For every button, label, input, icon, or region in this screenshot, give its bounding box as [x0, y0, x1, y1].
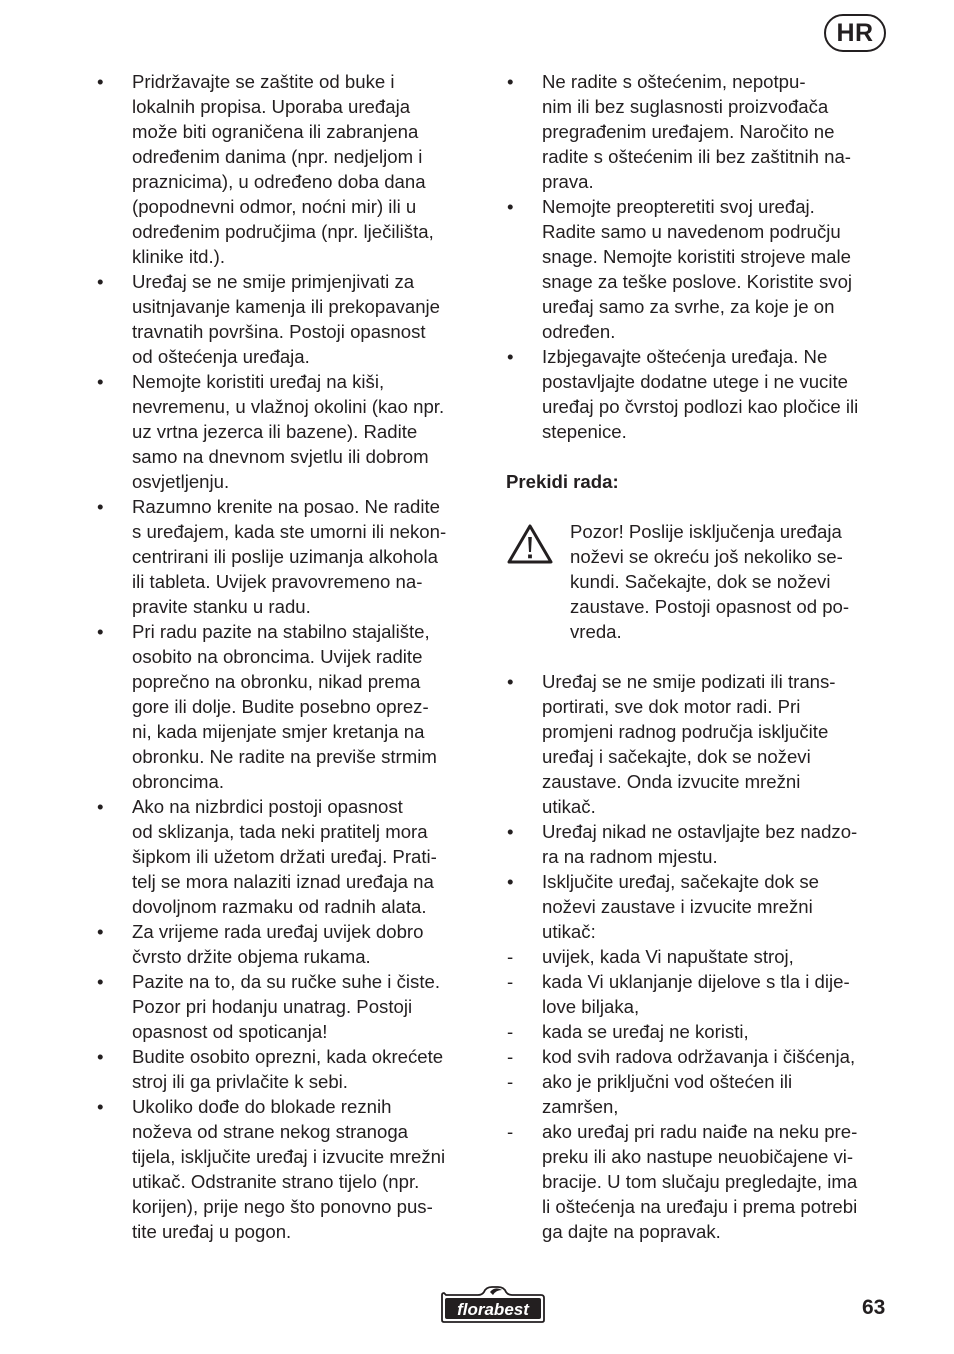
bullet-marker: • — [507, 821, 514, 842]
text-line: lokalnih propisa. Uporaba uređaja — [132, 96, 411, 117]
bullet-marker: • — [507, 871, 514, 892]
warning-note — [500, 519, 895, 644]
text-line: postavljajte dodatne utege i ne vucite — [542, 371, 848, 392]
text-line: utikač. — [542, 796, 596, 817]
dash-list-item — [500, 1069, 895, 1119]
text-line: s uređajem, kada ste umorni ili nekon- — [132, 521, 447, 542]
text-line: Uređaj se ne smije podizati ili trans- — [542, 671, 836, 692]
bullet-marker: • — [507, 71, 514, 92]
text-line: Pridržavajte se zaštite od buke i — [132, 71, 395, 92]
bullet-marker: • — [97, 371, 104, 392]
text-line: dovoljnom razmaku od radnih alata. — [132, 896, 427, 917]
warning-text-line: kundi. Sačekajte, dok se noževi — [570, 571, 831, 592]
text-line: (popodnevni odmor, noćni mir) ili u — [132, 196, 417, 217]
right-column — [500, 69, 895, 1244]
text-line: uz vrtna jezerca ili bazene). Radite — [132, 421, 418, 442]
bullet-list-item — [500, 69, 895, 194]
text-line: ra na radnom mjestu. — [542, 846, 718, 867]
bullet-list-item — [500, 669, 895, 819]
bullet-list-item — [90, 1094, 482, 1244]
text-line: Uređaj nikad ne ostavljajte bez nadzo- — [542, 821, 858, 842]
text-line: love biljaka, — [542, 996, 640, 1017]
text-line: Ako na nizbrdici postoji opasnost — [132, 796, 403, 817]
dash-list-item — [500, 944, 895, 969]
text-line: utikač. Odstranite strano tijelo (npr. — [132, 1171, 420, 1192]
text-line: Izbjegavajte oštećenja uređaja. Ne — [542, 346, 828, 367]
spacer — [500, 644, 895, 669]
bullet-marker: • — [97, 921, 104, 942]
warning-text-line: zaustave. Postoji opasnost od po- — [570, 596, 850, 617]
text-line: usitnjavanje kamenja ili prekopavanje — [132, 296, 441, 317]
text-line: nim ili bez suglasnosti proizvođača — [542, 96, 829, 117]
text-line: Nemojte preopteretiti svoj uređaj. — [542, 196, 815, 217]
bullet-marker: • — [97, 971, 104, 992]
text-line: samo na dnevnom svjetlu ili dobrom — [132, 446, 429, 467]
dash-marker: - — [507, 1121, 514, 1142]
right-bottom-list — [500, 669, 895, 1244]
text-line: Za vrijeme rada uređaj uvijek dobro — [132, 921, 424, 942]
text-line: Pazite na to, da su ručke suhe i čiste. — [132, 971, 440, 992]
text-line: Uređaj se ne smije primjenjivati za — [132, 271, 415, 292]
text-line: Budite osobito oprezni, kada okrećete — [132, 1046, 444, 1067]
dash-list-item — [500, 1119, 895, 1244]
dash-marker: - — [507, 946, 514, 967]
spacer — [500, 444, 895, 469]
text-line: korijen), prije nego što ponovno pus- — [132, 1196, 433, 1217]
text-line: radite s oštećenim ili bez zaštitnih na- — [542, 146, 852, 167]
text-line: prava. — [542, 171, 594, 192]
text-line: portirati, sve dok motor radi. Pri — [542, 696, 801, 717]
text-line: poprečno na obronku, nikad prema — [132, 671, 421, 692]
bullet-marker: • — [507, 346, 514, 367]
text-line: ga dajte na popravak. — [542, 1221, 721, 1242]
text-line: kada Vi uklanjanje dijelove s tla i dije- — [542, 971, 850, 992]
text-line: Radite samo u navedenom području — [542, 221, 841, 242]
text-line: od sklizanja, tada neki pratitelj mora — [132, 821, 428, 842]
bullet-marker: • — [507, 671, 514, 692]
bullet-marker: • — [97, 1046, 104, 1067]
text-line: određenim područjima (npr. lječilišta, — [132, 221, 434, 242]
text-line: ni, kada mijenjate smjer kretanja na — [132, 721, 425, 742]
warning-text — [570, 519, 895, 644]
text-line: praznicima), u određeno doba dana — [132, 171, 426, 192]
dash-list-item — [500, 1019, 895, 1044]
text-line: ako uređaj pri radu naiđe na neku pre- — [542, 1121, 858, 1142]
bullet-list-item — [90, 619, 482, 794]
warning-triangle-icon — [506, 523, 554, 565]
text-line: pravite stanku u radu. — [132, 596, 311, 617]
text-line: Pozor pri hodanju unatrag. Postoji — [132, 996, 413, 1017]
text-line: kada se uređaj ne koristi, — [542, 1021, 749, 1042]
text-line: Ukoliko dođe do blokade reznih — [132, 1096, 392, 1117]
text-line: od oštećenja uređaja. — [132, 346, 310, 367]
bullet-marker: • — [97, 621, 104, 642]
language-badge: HR — [824, 14, 886, 52]
bullet-list-item — [90, 369, 482, 494]
warning-text-line: vreda. — [570, 621, 622, 642]
text-line: nevremenu, u vlažnoj okolini (kao npr. — [132, 396, 445, 417]
text-line: pregrađenim uređajem. Naročito ne — [542, 121, 835, 142]
text-line: snage. Nemojte koristiti strojeve male — [542, 246, 851, 267]
warning-text-line: noževi se okreću još nekoliko se- — [570, 546, 843, 567]
bullet-list-item — [90, 494, 482, 619]
section-heading: Prekidi rada: — [506, 471, 619, 492]
text-line: čvrsto držite objema rukama. — [132, 946, 371, 967]
text-line: uređaj samo za svrhe, za koje je on — [542, 296, 835, 317]
text-line: obroncima. — [132, 771, 224, 792]
text-line: šipkom ili užetom držati uređaj. Prati- — [132, 846, 437, 867]
text-line: obronku. Ne radite na previše strmim — [132, 746, 437, 767]
bullet-list-item — [500, 869, 895, 944]
text-line: ako je priključni vod oštećen ili — [542, 1071, 793, 1092]
text-line: zamršen, — [542, 1096, 619, 1117]
left-column — [90, 69, 482, 1244]
text-line: može biti ograničena ili zabranjena — [132, 121, 419, 142]
text-line: noževi zaustave i izvucite mrežni — [542, 896, 813, 917]
text-line: opasnost od spoticanja! — [132, 1021, 328, 1042]
bullet-list-item — [90, 1044, 482, 1094]
text-line: gore ili dolje. Budite posebno oprez- — [132, 696, 429, 717]
text-line: Razumno krenite na posao. Ne radite — [132, 496, 441, 517]
bullet-marker: • — [97, 796, 104, 817]
bullet-marker: • — [507, 196, 514, 217]
dash-marker: - — [507, 1021, 514, 1042]
page-number: 63 — [862, 1296, 886, 1319]
text-line: Isključite uređaj, sačekajte dok se — [542, 871, 819, 892]
text-line: stroj ili ga privlačite k sebi. — [132, 1071, 348, 1092]
text-line: uvijek, kada Vi napuštate stroj, — [542, 946, 794, 967]
text-line: određen. — [542, 321, 616, 342]
text-line: tite uređaj u pogon. — [132, 1221, 292, 1242]
bullet-marker: • — [97, 271, 104, 292]
bullet-list-item — [90, 269, 482, 369]
text-line: telj se mora nalaziti iznad uređaja na — [132, 871, 434, 892]
right-top-list — [500, 69, 895, 444]
text-line: osobito na obroncima. Uvijek radite — [132, 646, 423, 667]
text-line: Ne radite s oštećenim, nepotpu- — [542, 71, 806, 92]
bullet-list-item — [90, 69, 482, 269]
text-line: snage za teške poslove. Koristite svoj — [542, 271, 853, 292]
text-line: utikač: — [542, 921, 596, 942]
text-line: Pri radu pazite na stabilno stajalište, — [132, 621, 430, 642]
text-line: uređaj po čvrstoj podlozi kao pločice ili — [542, 396, 859, 417]
bullet-marker: • — [97, 1096, 104, 1117]
text-line: osvjetljenju. — [132, 471, 230, 492]
text-line: klinike itd.). — [132, 246, 225, 267]
text-line: određenim danima (npr. nedjeljom i — [132, 146, 423, 167]
dash-marker: - — [507, 1071, 514, 1092]
text-line: travnatih površina. Postoji opasnost — [132, 321, 426, 342]
bullet-list-item — [500, 344, 895, 444]
dash-list-item — [500, 969, 895, 1019]
spacer — [500, 494, 895, 519]
text-line: Nemojte koristiti uređaj na kiši, — [132, 371, 385, 392]
text-line: centrirani ili poslije uzimanja alkohola — [132, 546, 438, 567]
text-line: kod svih radova održavanja i čišćenja, — [542, 1046, 856, 1067]
bullet-list-item — [500, 194, 895, 344]
text-line: uređaj i sačekajte, dok se noževi — [542, 746, 811, 767]
text-line: ili tableta. Uvijek pravovremeno na- — [132, 571, 423, 592]
dash-marker: - — [507, 1046, 514, 1067]
florabest-logo — [438, 1284, 548, 1324]
bullet-marker: • — [97, 71, 104, 92]
bullet-list-item — [500, 819, 895, 869]
text-line: zaustave. Onda izvucite mrežni — [542, 771, 801, 792]
bullet-list-item — [90, 794, 482, 919]
logo-text: florabest — [457, 1300, 529, 1319]
text-line: stepenice. — [542, 421, 627, 442]
bullet-marker: • — [97, 496, 104, 517]
text-line: promjeni radnog područja isključite — [542, 721, 829, 742]
text-line: bracije. U tom slučaju pregledajte, ima — [542, 1171, 858, 1192]
text-line: noževa od strane nekog stranoga — [132, 1121, 409, 1142]
dash-marker: - — [507, 971, 514, 992]
warning-text-line: Pozor! Poslije isključenja uređaja — [570, 521, 842, 542]
dash-list-item — [500, 1044, 895, 1069]
text-line: preku ili ako nastupe neuobičajene vi- — [542, 1146, 854, 1167]
text-line: tijela, isključite uređaj i izvucite mrežni — [132, 1146, 446, 1167]
text-line: li oštećenja na uređaju i prema potrebi — [542, 1196, 858, 1217]
bullet-list-item — [90, 919, 482, 969]
bullet-list-item — [90, 969, 482, 1044]
